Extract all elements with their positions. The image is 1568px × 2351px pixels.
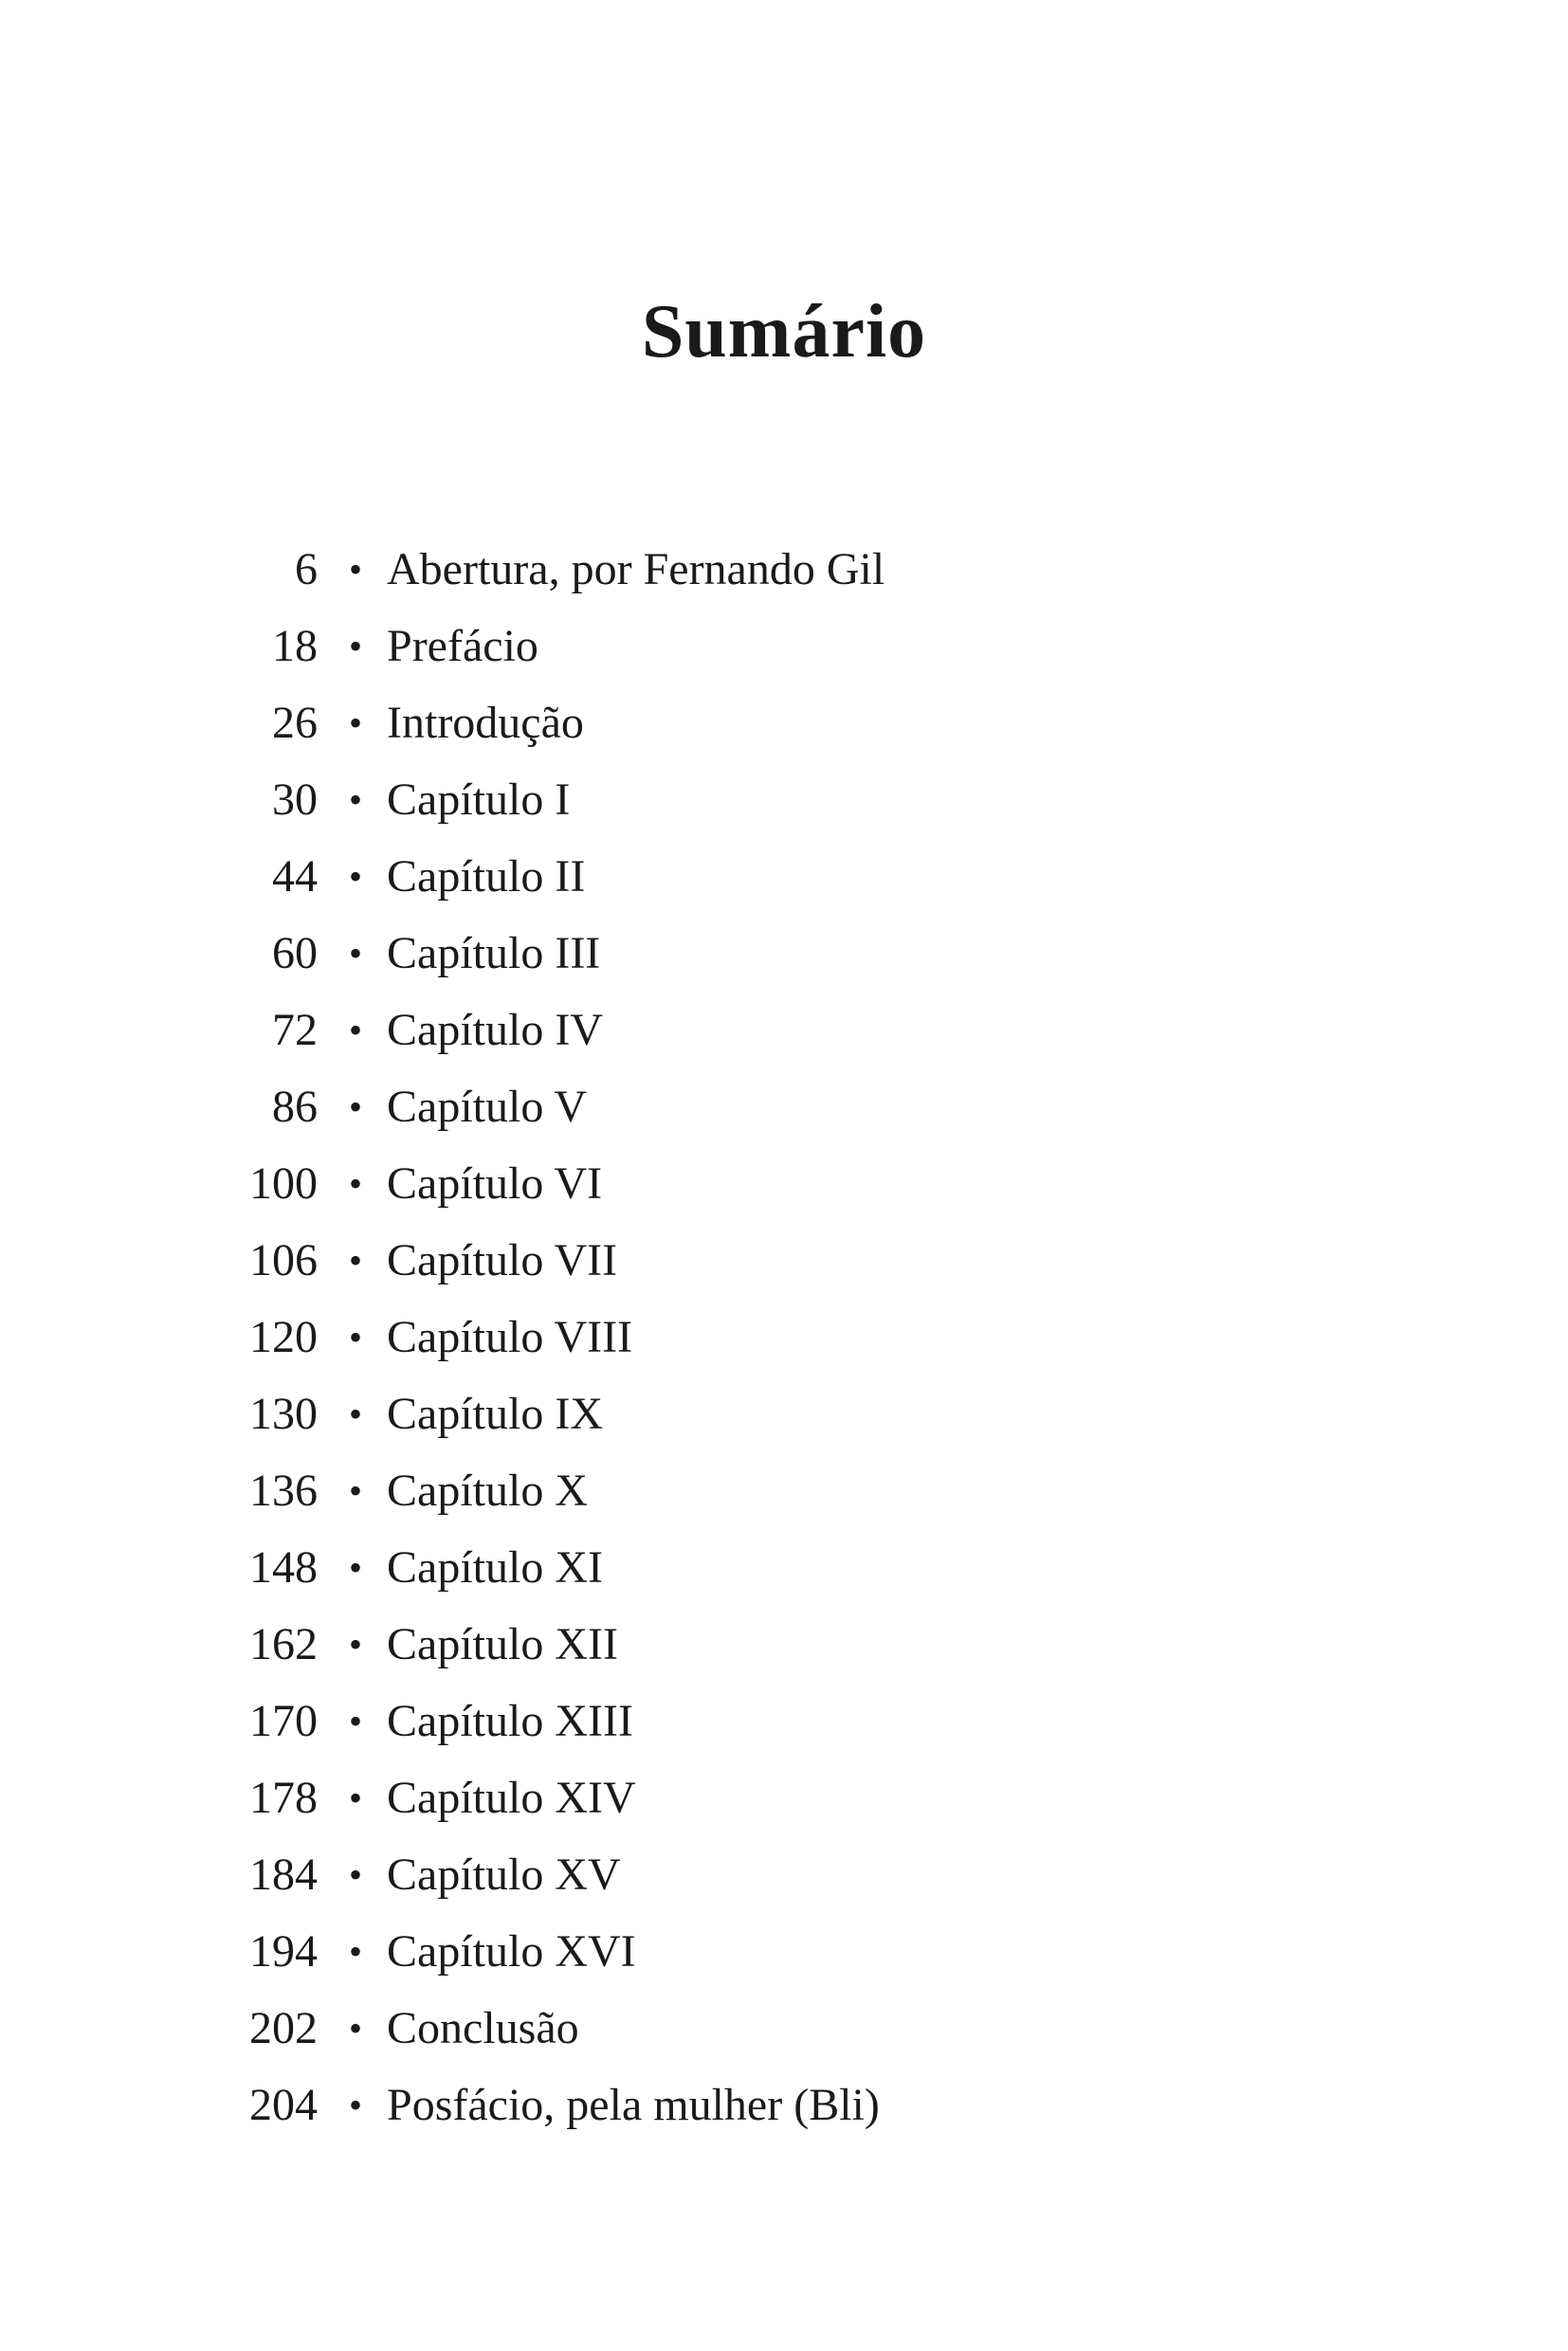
toc-entry-label: Prefácio [387,621,538,671]
toc-entry[interactable] [0,1299,1568,1376]
toc-bullet: • [348,2084,362,2126]
toc-entry-label: Abertura, por Fernando Gil [387,544,885,594]
toc-entry[interactable] [0,1759,1568,1836]
table-of-contents [0,531,1568,2143]
toc-page-number: 26 [272,698,318,748]
toc-entry[interactable] [0,1145,1568,1222]
toc-page-number: 184 [249,1850,318,1900]
toc-page-number: 30 [272,775,318,825]
toc-entry[interactable] [0,608,1568,684]
toc-entry-label: Capítulo III [387,928,601,978]
toc-page-number: 72 [272,1005,318,1055]
toc-bullet: • [348,1239,362,1282]
toc-entry-label: Capítulo V [387,1082,588,1132]
toc-page-number: 86 [272,1082,318,1132]
toc-entry[interactable] [0,1222,1568,1299]
toc-entry-label: Capítulo VI [387,1158,603,1209]
toc-entry[interactable] [0,1452,1568,1529]
toc-entry[interactable] [0,838,1568,915]
toc-bullet: • [348,1777,362,1819]
toc-bullet: • [348,1546,362,1589]
toc-bullet: • [348,1393,362,1435]
toc-page-number: 106 [249,1235,318,1285]
toc-bullet: • [348,702,362,744]
toc-entry[interactable] [0,531,1568,608]
toc-page-number: 18 [272,621,318,671]
toc-entry[interactable] [0,1990,1568,2067]
toc-entry-label: Capítulo XIV [387,1773,636,1823]
toc-page-number: 194 [249,1926,318,1977]
toc-entry-label: Capítulo IV [387,1005,603,1055]
toc-page-number: 120 [249,1312,318,1362]
toc-entry[interactable] [0,1836,1568,1913]
toc-entry[interactable] [0,915,1568,992]
toc-bullet: • [348,1930,362,1973]
toc-entry[interactable] [0,761,1568,838]
toc-bullet: • [348,1085,362,1128]
toc-page-number: 204 [249,2080,318,2130]
toc-entry-label: Capítulo XV [387,1850,621,1900]
toc-entry-label: Capítulo VIII [387,1312,633,1362]
toc-bullet: • [348,778,362,821]
toc-bullet: • [348,548,362,591]
toc-bullet: • [348,1009,362,1051]
toc-entry[interactable] [0,2067,1568,2143]
toc-entry-label: Capítulo X [387,1466,588,1516]
toc-entry[interactable] [0,1068,1568,1145]
toc-entry-label: Introdução [387,698,584,748]
toc-bullet: • [348,932,362,975]
toc-entry-label: Capítulo II [387,851,586,902]
page-title: Sumário [641,290,927,374]
toc-page-number: 170 [249,1696,318,1746]
toc-page-number: 44 [272,851,318,902]
toc-bullet: • [348,1623,362,1666]
toc-entry-label: Capítulo XIII [387,1696,633,1746]
toc-page-number: 60 [272,928,318,978]
toc-bullet: • [348,1700,362,1742]
toc-entry-label: Capítulo IX [387,1389,603,1439]
toc-entry[interactable] [0,684,1568,761]
toc-page-number: 100 [249,1158,318,1209]
toc-entry[interactable] [0,1529,1568,1606]
toc-entry[interactable] [0,1376,1568,1452]
toc-page-number: 130 [249,1389,318,1439]
toc-entry-label: Capítulo I [387,775,571,825]
toc-page-number: 202 [249,2003,318,2053]
toc-entry-label: Posfácio, pela mulher (Bli) [387,2080,880,2130]
toc-bullet: • [348,1162,362,1205]
toc-bullet: • [348,625,362,667]
toc-entry[interactable] [0,992,1568,1068]
toc-page-number: 162 [249,1619,318,1669]
toc-bullet: • [348,1853,362,1896]
toc-entry[interactable] [0,1683,1568,1759]
toc-bullet: • [348,1469,362,1512]
toc-page-number: 178 [249,1773,318,1823]
toc-entry-label: Capítulo XI [387,1542,603,1593]
toc-entry-label: Capítulo VII [387,1235,618,1285]
toc-page-number: 136 [249,1466,318,1516]
toc-page-number: 6 [295,544,318,594]
toc-entry-label: Capítulo XII [387,1619,618,1669]
toc-bullet: • [348,855,362,898]
toc-entry-label: Conclusão [387,2003,579,2053]
toc-entry[interactable] [0,1913,1568,1990]
toc-bullet: • [348,2007,362,2050]
toc-entry[interactable] [0,1606,1568,1683]
toc-entry-label: Capítulo XVI [387,1926,636,1977]
toc-page-number: 148 [249,1542,318,1593]
toc-bullet: • [348,1316,362,1358]
